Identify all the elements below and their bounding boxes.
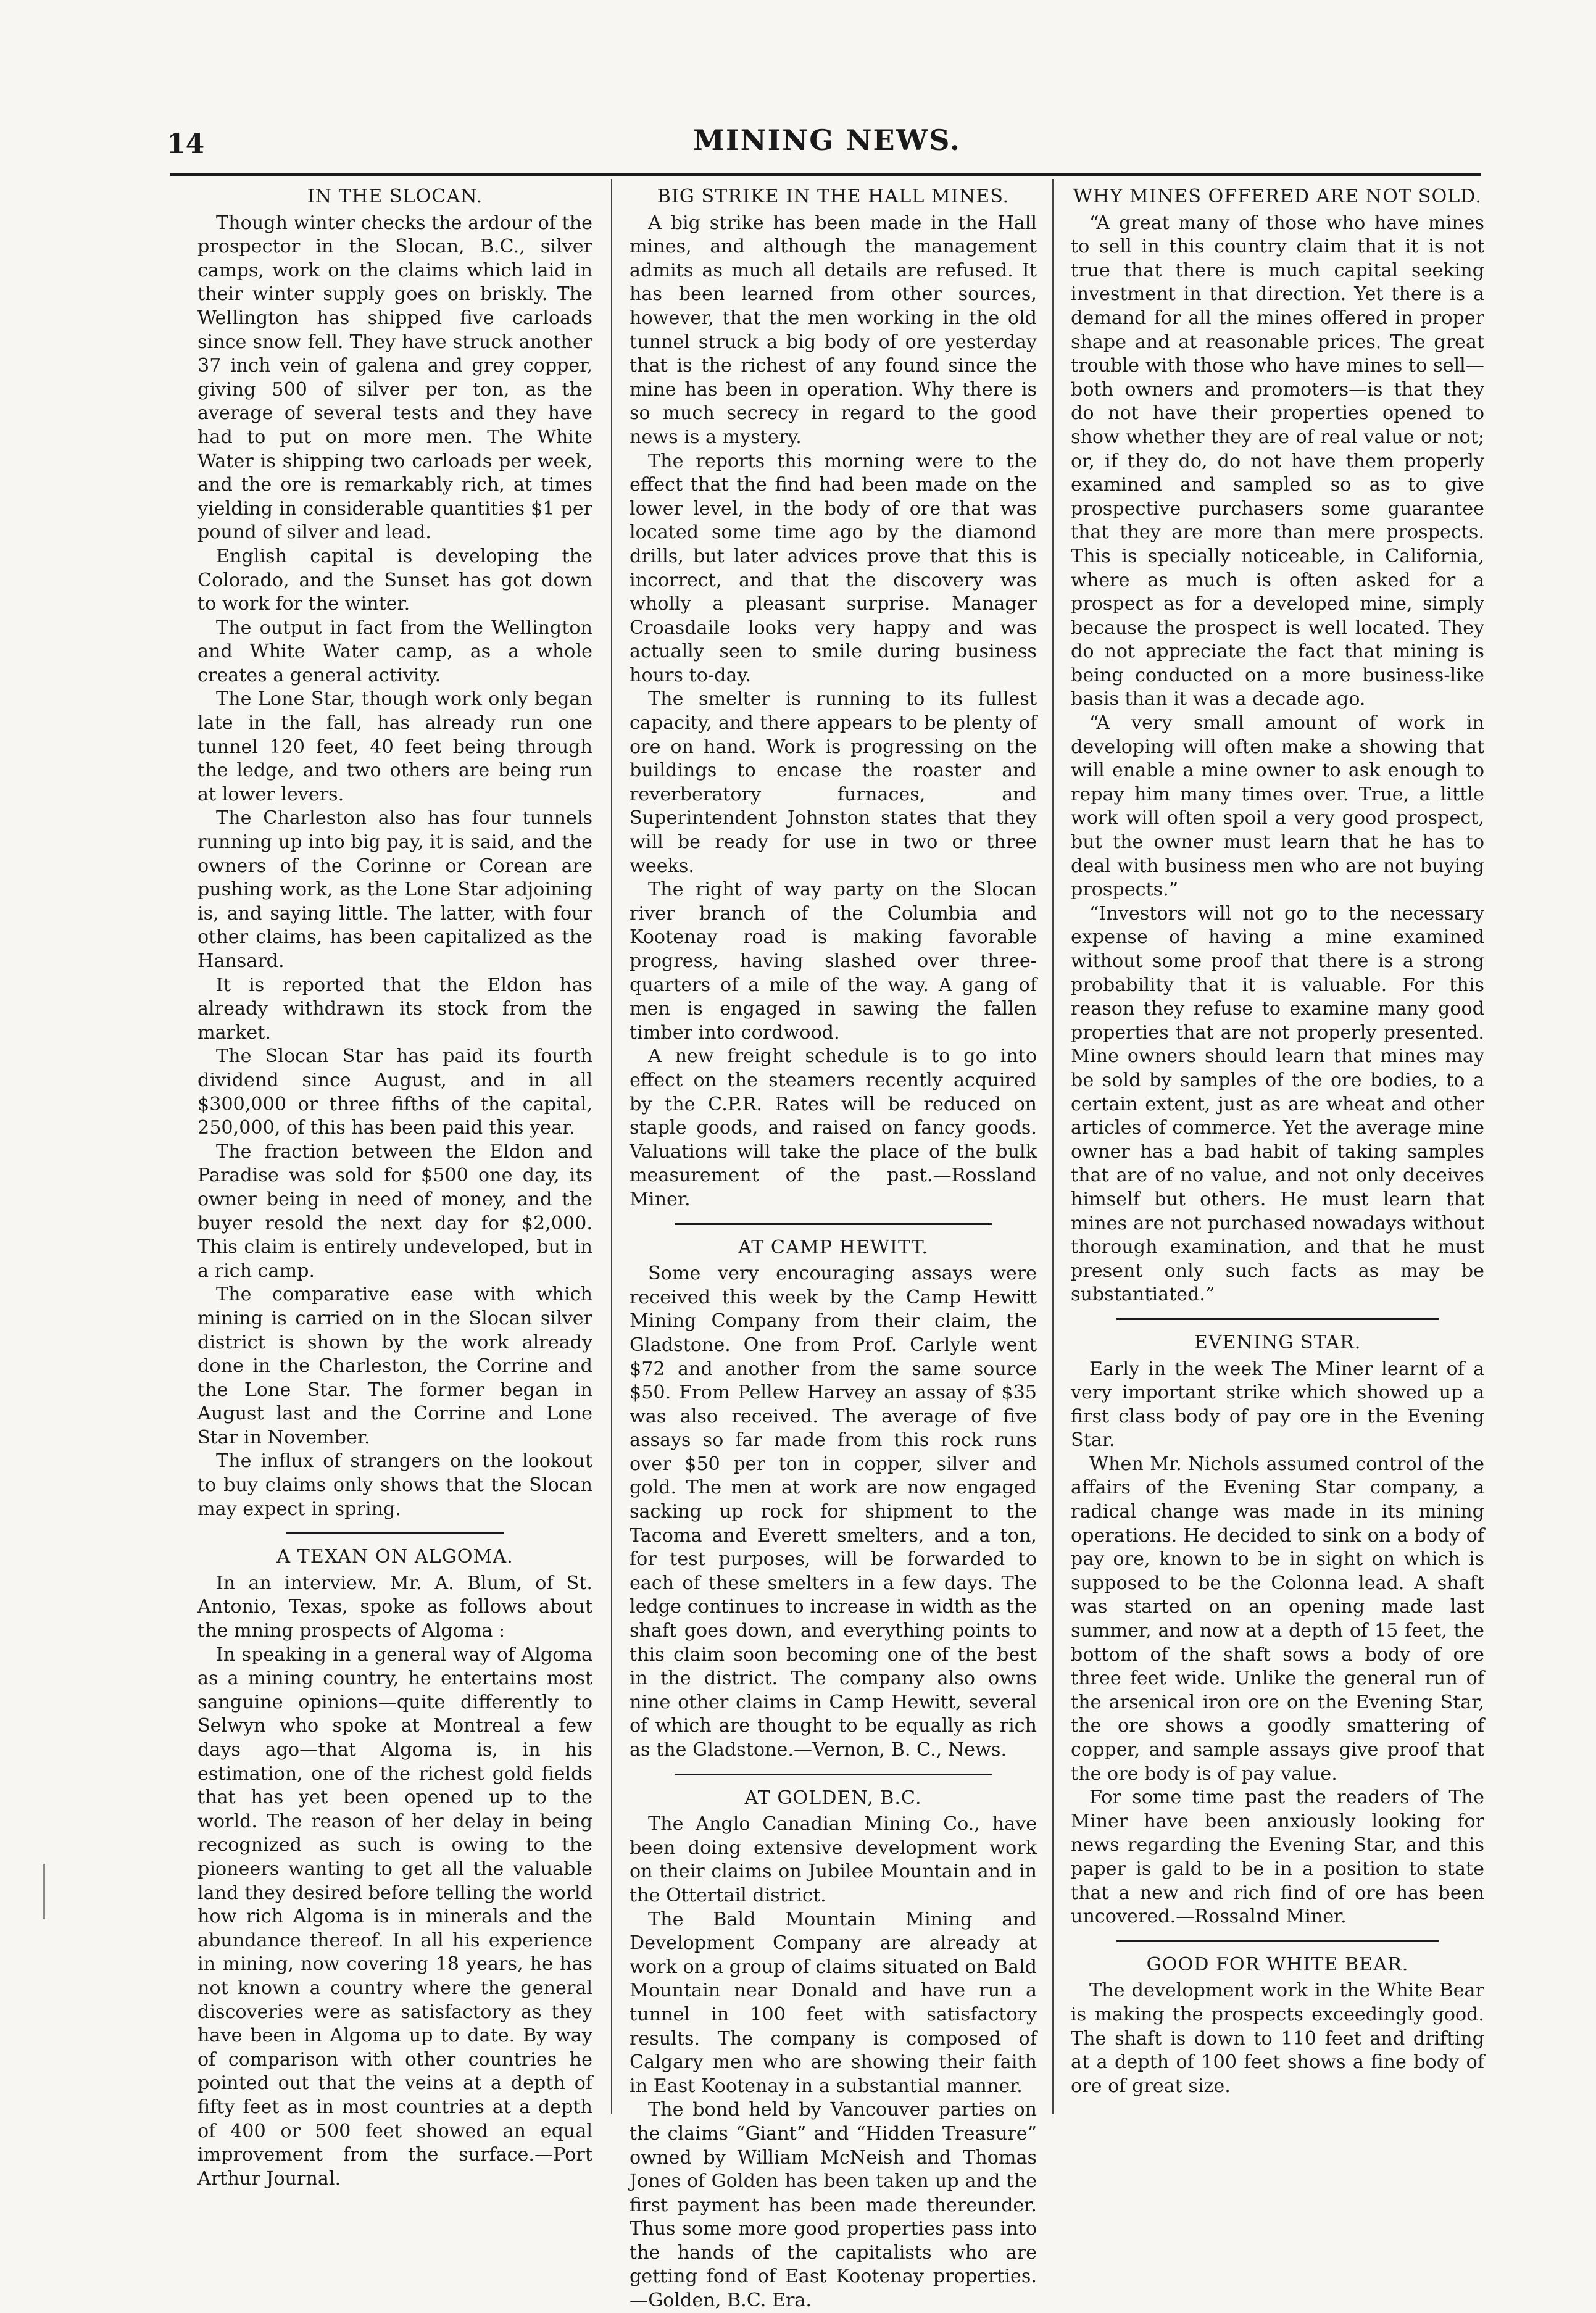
column-2 [630,185,1037,2313]
article-at-golden [630,1787,1037,2313]
article-paragraph: Some very encouraging assays were received this week by the Camp Hewitt Mining Company from their claim, the Gladstone. One from Prof. Carlyle went $72 and another from the same source $50. From Pellew Harvey an assay of $35 was also received. The average of five assays so far made from this rock runs over $50 per ton in copper, silver and gold. The men at work are now engaged sacking up rock for shipment to the Tacoma and Everett smelters, and a ton, for test purposes, will be forwarded to each of these smelters in a few days. The ledge continues to increase in width as the shaft goes down, and everything points to this claim soon becoming one of the best in the district. The company also owns nine other claims in Camp Hewitt, several of which are thought to be equally as rich as the Gladstone.—Vernon, B. C., News. [630,1263,1037,1761]
article-paragraph: Early in the week The Miner learnt of a very important strike which showed up a first class body of pay ore in the Evening Star. [1071,1358,1484,1451]
article-paragraph: English capital is developing the Colorado, and the Sunset has got down to work for the winter. [197,545,592,615]
article-paragraph: In an interview. Mr. A. Blum, of St. Antonio, Texas, spoke as follows about the mning prospects of Algoma : [197,1572,592,1642]
article-paragraph: The development work in the White Bear is making the prospects exceedingly good. The shaft is down to 110 feet and drifting at a depth of 100 feet shows a fine body of ore of great size. [1071,1980,1484,2097]
article-title: AT CAMP HEWITT. [738,1236,928,1258]
article-paragraph: The Anglo Canadian Mining Co., have been doing extensive development work on their claims on Jubilee Mountain and in the Ottertail district. [630,1813,1037,1906]
article-paragraph: The smelter is running to its fullest capacity, and there appears to be plenty of ore on hand. Work is progressing on the buildings to encase the roaster and reverberatory furnaces, and Superintendent Johnston states that they will be ready for use in two or three weeks. [630,688,1037,877]
article-paragraph: The reports this morning were to the effect that the find had been made on the lower level, in the body of ore that was located some time ago by the diamond drills, but later advices prove that this is incorrect, and that the discovery was wholly a pleasant surprise. Manager Croasdaile looks very happy and was actually seen to smile during business hours to-day. [630,450,1037,686]
article-paragraph: For some time past the readers of The Miner have been anxiously looking for news regarding the Evening Star, and this paper is gald to be in a position to state that a new and rich find of ore has been uncovered.—Rossalnd Miner. [1071,1787,1484,1928]
article-paragraph: A new freight schedule is to go into effect on the steamers recently acquired by the C.P.R. Rates will be reduced on staple goods, and raised on fancy goods. Valuations will take the place of the bulk measurement of the past.—Rossland Miner. [630,1045,1037,1210]
article-paragraph: It is reported that the Eldon has already withdrawn its stock from the market. [197,974,592,1044]
page-header [167,123,1487,173]
article-paragraph: When Mr. Nichols assumed control of the affairs of the Evening Star company, a radical change was made in its mining operations. He decided to sink on a body of pay ore, known to be in sight on which is supposed to be the Colonna lead. A shaft was started on an opening made last summer, and now at a depth of 15 feet, the bottom of the shaft sows a body of ore three feet wide. Unlike the general run of the arsenical iron ore on the Evening Star, the ore shows a goodly smattering of copper, and sample assays give proof that the ore body is of pay value. [1071,1453,1484,1785]
article-paragraph: The Lone Star, though work only began late in the fall, has already run one tunnel 120 feet, 40 feet being through the ledge, and two others are being run at lower levers. [197,688,592,805]
article-title: BIG STRIKE IN THE HALL MINES. [657,186,1010,207]
article-title: AT GOLDEN, B.C. [744,1787,922,1809]
article-paragraph: “A great many of those who have mines to sell in this country claim that it is not true that there is much capital seeking investment in that direction. Yet there is a demand for all the mines offered in proper shape and at reasonable prices. The great trouble with those who have mines to sell—both owners and promoters—is that they do not have their properties opened to show whether they are of real value or not; or, if they do, do not have them properly examined and sampled so as to give prospective purchasers some guarantee that they are more than mere prospects. This is specially noticeable, in California, where as much is often asked for a prospect as for a developed mine, simply because the prospect is well located. They do not appreciate the fact that mining is being conducted on a more business-like basis than it was a decade ago. [1071,212,1484,710]
article-paragraph: Though winter checks the ardour of the prospector in the Slocan, B.C., silver camps, work on the claims which laid in their winter supply goes on briskly. The Wellington has shipped five carloads since snow fell. They have struck another 37 inch vein of galena and grey copper, giving 500 of silver per ton, as the average of several tests and they have had to put on more men. The White Water is shipping two carloads per week, and the ore is remarkably rich, at times yielding in considerable quantities $1 per pound of silver and lead. [197,212,592,544]
article-texan-on-algoma [197,1545,592,2191]
article-paragraph: The Bald Mountain Mining and Development Company are already at work on a group of claims situated on Bald Mountain near Donald and have run a tunnel in 100 feet with satisfactory results. The company is composed of Calgary men who are showing their faith in East Kootenay in a substantial manner. [630,1908,1037,2097]
article-title: EVENING STAR. [1194,1331,1361,1353]
article-at-camp-hewitt [630,1236,1037,1763]
article-divider [675,1223,992,1225]
article-evening-star [1071,1331,1484,1929]
article-title: WHY MINES OFFERED ARE NOT SOLD. [1073,186,1482,207]
newspaper-title: MINING NEWS. [693,123,961,157]
article-title: A TEXAN ON ALGOMA. [276,1546,513,1568]
article-paragraph: The comparative ease with which mining is carried on in the Slocan silver district is shown by the work already done in the Charleston, the Corrine and the Lone Star. The former began in August last and the Corrine and Lone Star in November. [197,1284,592,1448]
article-divider [675,1774,992,1775]
scan-edge-mark [43,1864,45,1919]
article-good-for-white-bear [1071,1953,1484,2099]
article-paragraph: The fraction between the Eldon and Paradise was sold for $500 one day, its owner being in need of money, and the buyer resold the next day for $2,000. This claim is entirely undeveloped, but in a rich camp. [197,1140,592,1282]
article-divider [286,1532,504,1534]
article-paragraph: “Investors will not go to the necessary expense of having a mine examined without some proof that there is a strong probability that it is valuable. For this reason they refuse to examine many good properties that are not properly presented. Mine owners should learn that mines may be sold by samples of the ore bodies, to a certain extent, just as are wheat and other articles of commerce. Yet the average mine owner has a bad habit of taking samples that are of no value, and not only deceives himself but others. He must learn that mines are not purchased nowadays without thorough examination, and that he must present only such facts as may be substantiated.” [1071,902,1484,1306]
column-divider [1052,179,1054,2114]
article-divider [1116,1940,1439,1942]
column-1 [197,185,592,2191]
article-paragraph: The bond held by Vancouver parties on the claims “Giant” and “Hidden Treasure” owned by William McNeish and Thomas Jones of Golden has been taken up and the first payment has been made thereunder. Thus some more good properties pass into the hands of the capitalists who are getting fond of East Kootenay properties.—Golden, B.C. Era. [630,2099,1037,2312]
article-paragraph: In speaking in a general way of Algoma as a mining country, he entertains most sanguine opinions—quite differently to Selwyn who spoke at Montreal a few days ago—that Algoma is, in his estimation, one of the richest gold fields that has yet been opened up to the world. The reason of her delay in being recognized as such is owing to the pioneers wanting to get all the valuable land they desired before telling the world how rich Algoma is in minerals and the abundance thereof. In all his experience in mining, now covering 18 years, he has not known a country where the general discoveries were as satisfactory as they have been in Algoma up to date. By way of comparison with other countries he pointed out that the veins at a depth of fifty feet as in most countries at a depth of 400 or 500 feet showed an equal improvement from the surface.—Port Arthur Journal. [197,1643,592,2190]
article-paragraph: The right of way party on the Slocan river branch of the Columbia and Kootenay road is making favorable progress, having slashed over three-quarters of a mile of the way. A gang of men is engaged in sawing the fallen timber into cordwood. [630,879,1037,1044]
article-title: GOOD FOR WHITE BEAR. [1146,1953,1409,1975]
article-paragraph: A big strike has been made in the Hall mines, and although the management admits as much all details are refused. It has been learned from other sources, however, that the men working in the old tunnel struck a big body of ore yesterday that is the richest of any found since the mine has been in operation. Why there is so much secrecy in regard to the good news is a mystery. [630,212,1037,448]
article-big-strike-hall-mines [630,185,1037,1212]
header-rule [170,173,1481,176]
article-title: IN THE SLOCAN. [307,186,483,207]
article-divider [1116,1318,1439,1320]
article-why-mines-not-sold [1071,185,1484,1307]
article-paragraph: The influx of strangers on the lookout to buy claims only shows that the Slocan may expect in spring. [197,1450,592,1520]
column-divider [611,179,612,2114]
article-paragraph: “A very small amount of work in developing will often make a showing that will enable a mine owner to ask enough to repay him many times over. True, a little work will often spoil a very good prospect, but the owner must learn that he has to deal with business men who are not buying prospects.” [1071,712,1484,901]
article-in-the-slocan [197,185,592,1521]
page-number: 14 [167,128,205,160]
article-paragraph: The Slocan Star has paid its fourth dividend since August, and in all $300,000 or three fifths of the capital, 250,000, of this has been paid this year. [197,1045,592,1139]
article-paragraph: The Charleston also has four tunnels running up into big pay, it is said, and the owners of the Corinne or Corean are pushing work, as the Lone Star adjoining is, and saying little. The latter, with four other claims, has been capitalized as the Hansard. [197,807,592,972]
article-paragraph: The output in fact from the Wellington and White Water camp, as a whole creates a general activity. [197,617,592,686]
column-3 [1071,185,1484,2098]
